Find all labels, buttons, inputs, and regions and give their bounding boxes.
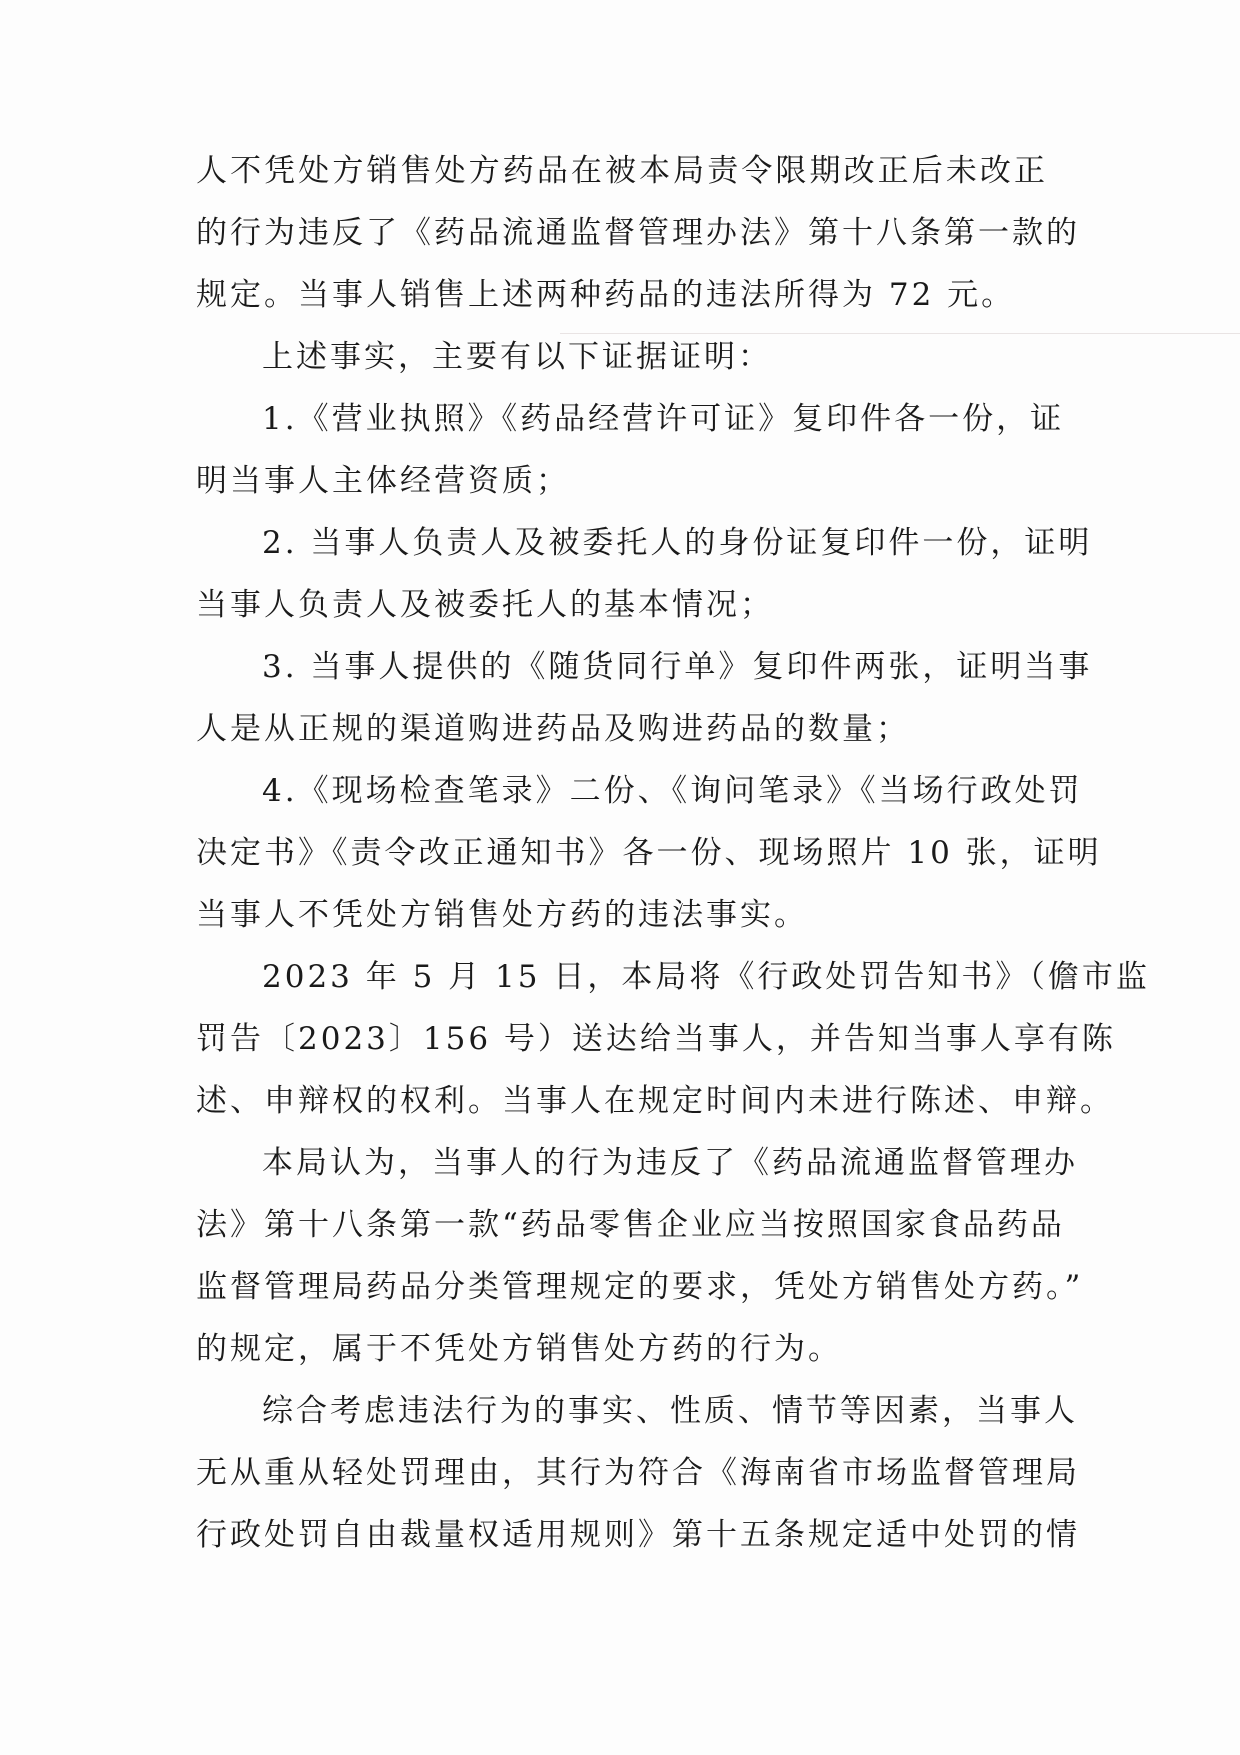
text-line: 的规定，属于不凭处方销售处方药的行为。: [196, 1331, 842, 1367]
text-line: 2023 年 5 月 15 日，本局将《行政处罚告知书》（儋市监: [262, 959, 1150, 995]
text-line: 1.《营业执照》《药品经营许可证》复印件各一份，证: [262, 401, 1065, 437]
text-line: 行政处罚自由裁量权适用规则》第十五条规定适中处罚的情: [196, 1517, 1080, 1553]
text-line: 人是从正规的渠道购进药品及购进药品的数量；: [196, 711, 910, 747]
text-line: 述、申辩权的权利。当事人在规定时间内未进行陈述、申辩。: [196, 1083, 1114, 1119]
text-line: 无从重从轻处罚理由，其行为符合《海南省市场监督管理局: [196, 1455, 1080, 1491]
text-line: 2. 当事人负责人及被委托人的身份证复印件一份，证明: [262, 525, 1093, 561]
text-line: 3. 当事人提供的《随货同行单》复印件两张，证明当事: [262, 649, 1093, 685]
text-line: 法》第十八条第一款“药品零售企业应当按照国家食品药品: [196, 1207, 1065, 1243]
text-line: 当事人不凭处方销售处方药的违法事实。: [196, 897, 808, 933]
text-line: 监督管理局药品分类管理规定的要求，凭处方销售处方药。”: [196, 1269, 1084, 1305]
text-line: 4.《现场检查笔录》二份、《询问笔录》《当场行政处罚: [262, 773, 1083, 809]
text-line: 综合考虑违法行为的事实、性质、情节等因素，当事人: [262, 1393, 1078, 1429]
text-line: 当事人负责人及被委托人的基本情况；: [196, 587, 774, 623]
text-line: 决定书》《责令改正通知书》各一份、现场照片 10 张，证明: [196, 835, 1102, 871]
text-line: 的行为违反了《药品流通监督管理办法》第十八条第一款的: [196, 215, 1080, 251]
document-body: [196, 140, 1150, 1566]
text-line: 明当事人主体经营资质；: [196, 463, 570, 499]
text-line: 人不凭处方销售处方药品在被本局责令限期改正后未改正: [196, 153, 1048, 189]
text-line: 罚告〔2023〕156 号）送达给当事人，并告知当事人享有陈: [196, 1021, 1116, 1057]
text-line: 规定。当事人销售上述两种药品的违法所得为 72 元。: [196, 277, 1016, 313]
text-line: 上述事实，主要有以下证据证明：: [262, 339, 772, 375]
text-line: 本局认为，当事人的行为违反了《药品流通监督管理办: [262, 1145, 1078, 1181]
